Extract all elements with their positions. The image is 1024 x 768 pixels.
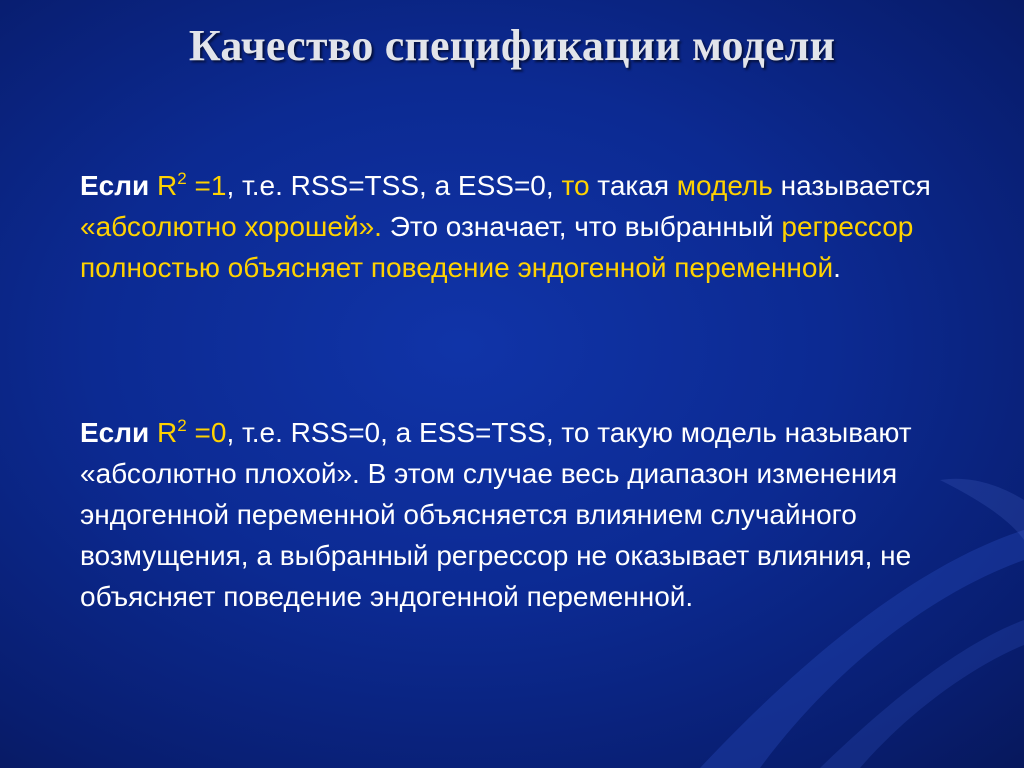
highlight-segment: регрессор полностью объясняет поведение эндогенной переменной <box>80 211 914 283</box>
slide-title: Качество спецификации модели <box>188 21 836 70</box>
paragraph-good-model <box>80 165 960 288</box>
r-squared-letter: R <box>157 417 178 448</box>
r-squared-exponent: 2 <box>177 169 187 188</box>
text-segment: такая <box>589 170 677 201</box>
text-segment: , т.е. RSS=0, а ESS=TSS, то такую модель называют «абсолютно плохой». В этом случае весь диапазон изменения эндогенной переменной объясняется влиянием случайного возмущения, а выбранный регрессор не оказывает влияния, не объясняет поведение эндогенной переменной. <box>80 417 912 612</box>
text-segment: Это означает, что выбранный <box>381 211 782 242</box>
text-segment: . <box>833 252 841 283</box>
highlight-segment: то <box>561 170 590 201</box>
paragraph-bad-model <box>80 412 960 617</box>
r-squared-letter: R <box>157 170 178 201</box>
highlight-segment: «абсолютно хорошей». <box>80 211 382 242</box>
text-segment: называется <box>772 170 931 201</box>
paragraph-lead: Если <box>80 170 150 201</box>
r-squared-exponent: 2 <box>177 416 187 435</box>
text-segment: , т.е. RSS=TSS, а ESS=0, <box>226 170 562 201</box>
r-squared-value: =1 <box>186 170 227 201</box>
highlight-segment: модель <box>676 170 773 201</box>
r-squared-value: =0 <box>186 417 227 448</box>
paragraph-lead: Если <box>80 417 150 448</box>
